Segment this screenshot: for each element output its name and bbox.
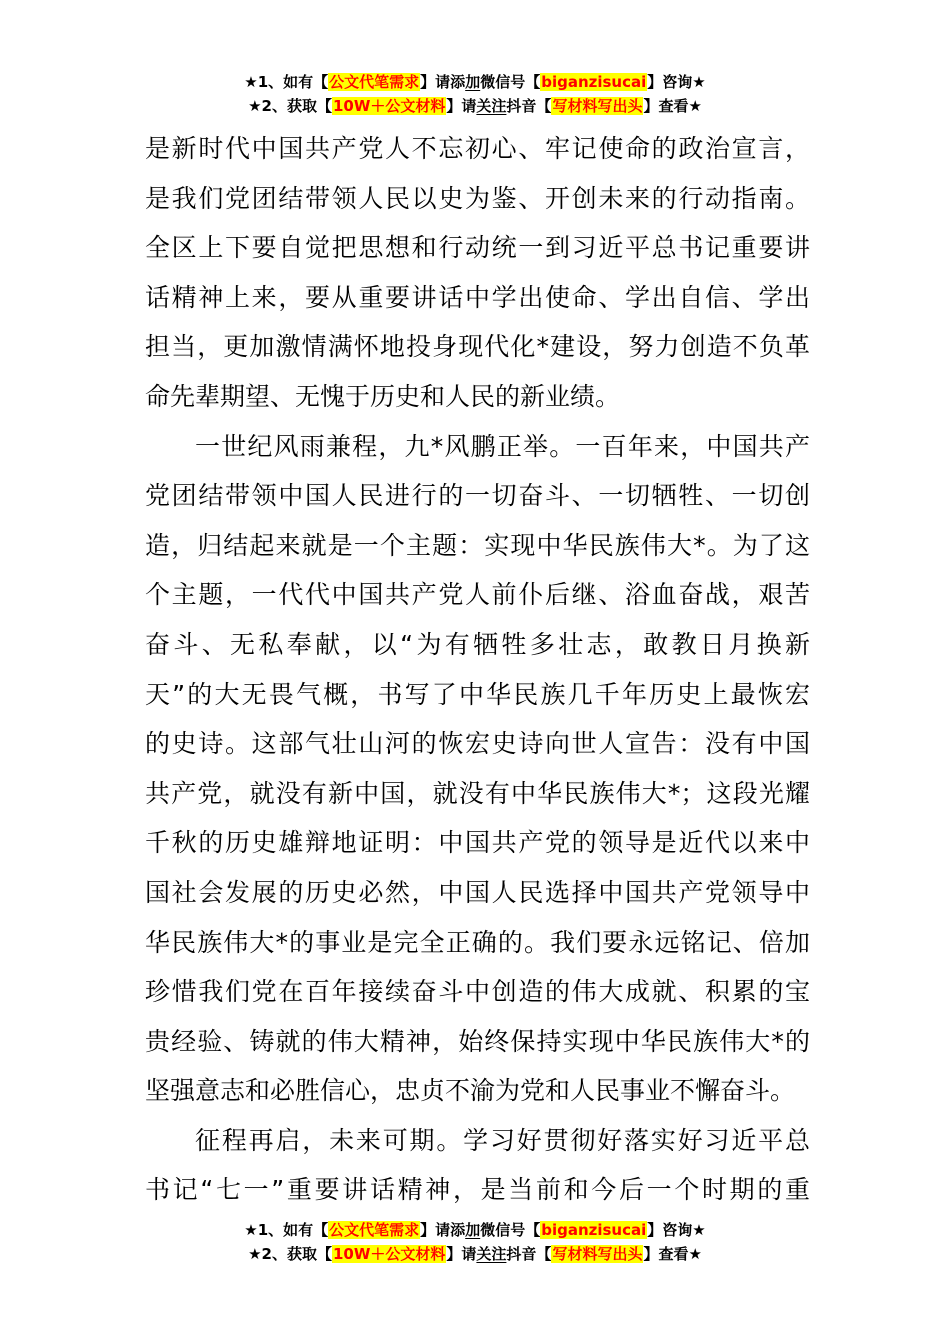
highlight-douyin-account: 写材料写出头 (552, 1245, 643, 1263)
paragraph-line: 书记“七一”重要讲话精神，是当前和今后一个时期的重 (145, 1175, 810, 1205)
banner-text: 微信号【 (480, 1221, 541, 1239)
paragraph-line: 是我们党团结带领人民以史为鉴、开创未来的行动指南。 (145, 183, 810, 213)
highlight-service: 公文代笔需求 (329, 1221, 420, 1239)
banner-underlined-text: 加 (465, 1221, 481, 1239)
paragraph-line: 造，归结起来就是一个主题：实现中华民族伟大*。为了这 (145, 530, 810, 560)
banner-line-1 (0, 1218, 950, 1242)
paragraph-line: 共产党，就没有新中国，就没有中华民族伟大*；这段光耀 (145, 778, 810, 808)
banner-text: 抖音【 (506, 1245, 552, 1263)
paragraph-line: 担当，更加激情满怀地投身现代化*建设，努力创造不负革 (145, 332, 810, 362)
highlight-wechat-id: biganzisucai (541, 1221, 647, 1239)
banner-line-2 (0, 94, 950, 118)
paragraph-line: 坚强意志和必胜信心，忠贞不渝为党和人民事业不懈奋斗。 (145, 1076, 796, 1106)
paragraph-line: 话精神上来，要从重要讲话中学出使命、学出自信、学出 (145, 282, 810, 312)
banner-text: 】请添 (420, 1221, 466, 1239)
paragraph-line: 全区上下要自觉把思想和行动统一到习近平总书记重要讲 (145, 233, 810, 263)
highlight-materials: 10W＋公文材料 (332, 1245, 446, 1263)
banner-text: 抖音【 (506, 97, 552, 115)
banner-text: 微信号【 (480, 73, 541, 91)
paragraph-line: 天”的大无畏气概，书写了中华民族几千年历史上最恢宏 (145, 679, 810, 709)
banner-text: 】请 (446, 97, 477, 115)
banner-text: 】查看★ (643, 97, 702, 115)
banner-underlined-text: 关注 (476, 97, 507, 115)
paragraph-line: 个主题，一代代中国共产党人前仆后继、浴血奋战，艰苦 (145, 580, 810, 610)
banner-text: 】请添 (420, 73, 466, 91)
banner-underlined-text: 关注 (476, 1245, 507, 1263)
paragraph-line: 贵经验、铸就的伟大精神，始终保持实现中华民族伟大*的 (145, 1026, 810, 1056)
paragraph-line: 国社会发展的历史必然，中国人民选择中国共产党领导中 (145, 877, 810, 907)
paragraph-line: 华民族伟大*的事业是完全正确的。我们要永远铭记、倍加 (145, 927, 810, 957)
banner-text: 】查看★ (643, 1245, 702, 1263)
paragraph-line: 奋斗、无私奉献，以“为有牺牲多壮志，敢教日月换新 (145, 629, 810, 659)
highlight-materials: 10W＋公文材料 (332, 97, 446, 115)
footer-banner (0, 1218, 950, 1266)
paragraph-line: 的史诗。这部气壮山河的恢宏史诗向世人宣告：没有中国 (145, 729, 810, 759)
banner-text: ★2、获取【 (248, 1245, 332, 1263)
document-body (145, 124, 810, 1215)
highlight-service: 公文代笔需求 (329, 73, 420, 91)
banner-line-1 (0, 70, 950, 94)
paragraph-line: 珍惜我们党在百年接续奋斗中创造的伟大成就、积累的宝 (145, 977, 810, 1007)
highlight-douyin-account: 写材料写出头 (552, 97, 643, 115)
paragraph-line: 党团结带领中国人民进行的一切奋斗、一切牺牲、一切创 (145, 481, 810, 511)
banner-text: 】咨询★ (647, 1221, 706, 1239)
paragraph-line: 征程再启，未来可期。学习好贯彻好落实好习近平总 (195, 1125, 810, 1155)
banner-text: ★1、如有【 (244, 1221, 329, 1239)
paragraph-line: 是新时代中国共产党人不忘初心、牢记使命的政治宣言， (145, 134, 810, 163)
banner-text: 】请 (446, 1245, 477, 1263)
paragraph-line: 千秋的历史雄辩地证明：中国共产党的领导是近代以来中 (145, 828, 810, 858)
banner-text: 】咨询★ (647, 73, 706, 91)
paragraph-line: 命先辈期望、无愧于历史和人民的新业绩。 (145, 381, 621, 411)
header-banner (0, 70, 950, 118)
banner-text: ★1、如有【 (244, 73, 329, 91)
banner-line-2 (0, 1242, 950, 1266)
highlight-wechat-id: biganzisucai (541, 73, 647, 91)
paragraph-line: 一世纪风雨兼程，九*风鹏正举。一百年来，中国共产 (195, 431, 810, 461)
banner-text: ★2、获取【 (248, 97, 332, 115)
banner-underlined-text: 加 (465, 73, 481, 91)
